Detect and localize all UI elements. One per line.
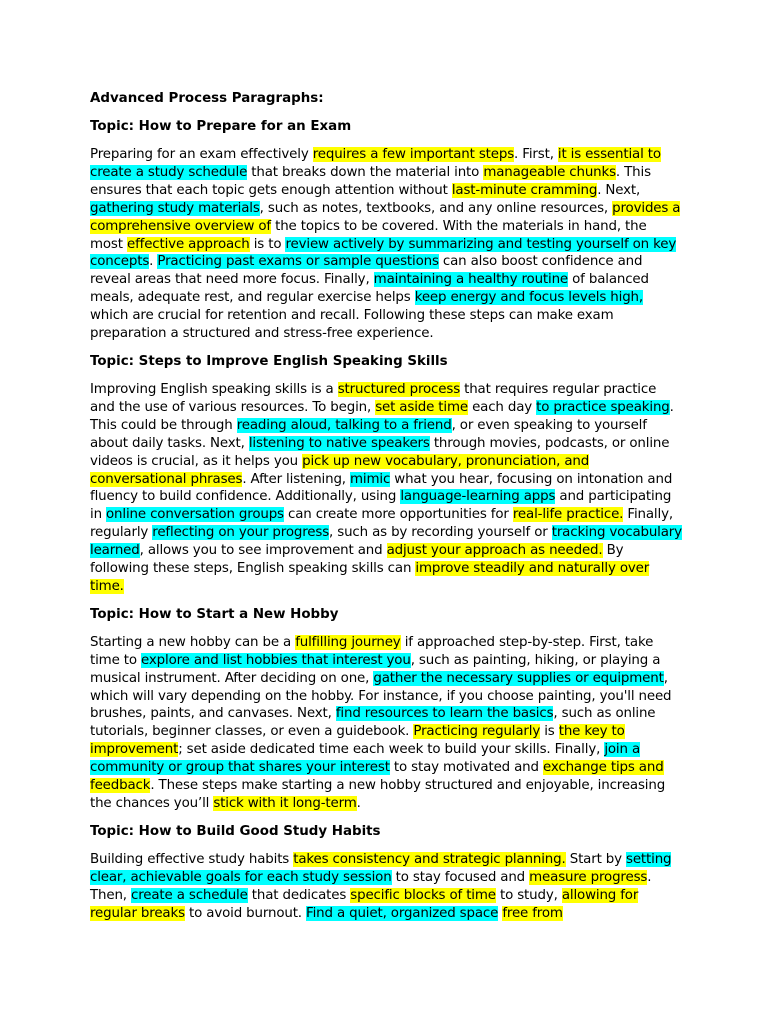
text-run: . First,	[514, 147, 558, 162]
text-run: Finally, regularly	[90, 507, 673, 541]
text-run: to avoid burnout.	[184, 905, 307, 921]
yellow-highlight: the key to improvement	[90, 724, 625, 758]
text-run: if approached step-by-step. First, take time to	[90, 634, 654, 668]
text-run: , or even speaking to yourself about daily tasks. Next,	[90, 417, 647, 451]
text-run: is to	[249, 236, 286, 252]
cyan-highlight: find resources to learn the basics	[335, 706, 554, 722]
section-paragraph	[90, 146, 682, 343]
text-run: that requires regular practice and the use of various resources. To begin,	[90, 381, 657, 415]
section-heading: Topic: How to Start a New Hobby	[90, 606, 339, 622]
text-run: . This ensures that each topic gets enough attention without	[90, 164, 651, 198]
cyan-highlight: reflecting on your progress	[152, 525, 330, 541]
cyan-highlight: learned	[90, 543, 140, 559]
cyan-highlight: to practice speaking	[536, 399, 670, 415]
text-run: that breaks down the material into	[247, 164, 484, 180]
cyan-highlight: maintaining a healthy routine	[373, 272, 569, 288]
cyan-highlight: explore and list hobbies that interest you	[141, 652, 411, 668]
text-run: the topics to be covered. With the materials in hand, the most	[90, 218, 647, 252]
cyan-highlight: keep energy and focus levels high,	[414, 290, 643, 306]
yellow-highlight: it is essential to	[557, 147, 661, 162]
yellow-highlight: set aside time	[375, 399, 468, 415]
yellow-highlight: adjust your approach as needed.	[386, 543, 603, 559]
section-heading: Topic: Steps to Improve English Speaking Skills	[90, 353, 448, 369]
cyan-highlight: Find a quiet, organized space	[306, 905, 499, 921]
text-run: through movies, podcasts, or online videos is crucial, as it helps you	[90, 435, 670, 469]
text-run: ; set aside dedicated time each week to build your skills. Finally,	[178, 742, 605, 758]
text-run: that dedicates	[247, 887, 351, 903]
text-run: . This could be through	[90, 399, 674, 433]
text-run: can also boost confidence and reveal areas that need more focus. Finally,	[90, 254, 643, 288]
yellow-highlight: improve steadily and naturally over time.	[90, 561, 650, 594]
section-english-speaking	[90, 353, 682, 596]
text-run: .	[149, 254, 158, 270]
yellow-highlight: free from	[502, 905, 563, 921]
text-run: can create more opportunities for	[283, 507, 513, 523]
cyan-highlight: gathering study materials	[90, 200, 260, 216]
yellow-highlight: requires a few important steps	[312, 147, 515, 162]
cyan-highlight: language-learning apps	[400, 489, 556, 505]
document-page	[90, 90, 682, 933]
yellow-highlight: last-minute cramming	[451, 182, 598, 198]
yellow-highlight: exchange tips and feedback	[90, 760, 664, 794]
section-exam	[90, 118, 682, 343]
section-paragraph	[90, 851, 682, 923]
yellow-highlight: measure progress	[529, 869, 648, 885]
text-run: Building effective study habits	[90, 851, 294, 867]
yellow-highlight: pick up new vocabulary, pronunciation, and conversational phrases	[90, 453, 590, 487]
cyan-highlight: create a study schedule	[90, 164, 248, 180]
text-run: . Next,	[597, 182, 641, 198]
text-run: . After listening,	[242, 471, 351, 487]
text-run: is	[540, 724, 559, 740]
text-run: Preparing for an exam effectively	[90, 147, 313, 162]
cyan-highlight: gather the necessary supplies or equipment	[373, 670, 664, 686]
yellow-highlight: stick with it long-term	[213, 796, 357, 811]
text-run: what you hear, focusing on intonation and fluency to build confidence. Additionally, using	[90, 471, 673, 505]
text-run: , such as notes, textbooks, and any online resources,	[259, 200, 613, 216]
text-run: of balanced meals, adequate rest, and regular exercise helps	[90, 272, 649, 306]
cyan-highlight: online conversation groups	[106, 507, 284, 523]
text-run: which are crucial for retention and recall. Following these steps can make exam preparation a structured and stress-free experience.	[90, 308, 614, 342]
text-run: , such as by recording yourself or	[329, 525, 552, 541]
cyan-highlight: setting clear, achievable goals for each study session	[90, 851, 672, 885]
section-paragraph	[90, 381, 682, 596]
section-new-hobby	[90, 606, 682, 813]
text-run: and participating in	[90, 489, 672, 523]
text-run: . Then,	[90, 869, 652, 903]
text-run: to study,	[495, 887, 562, 903]
yellow-highlight: real-life practice.	[512, 507, 624, 523]
cyan-highlight: join a community or group that shares your interest	[90, 742, 640, 776]
text-run: , such as online tutorials, beginner classes, or even a guidebook.	[90, 706, 656, 740]
yellow-highlight: structured process	[337, 381, 461, 397]
text-run: . These steps make starting a new hobby structured and enjoyable, increasing the chances you’ll	[90, 778, 666, 811]
yellow-highlight: Practicing regularly	[413, 724, 541, 740]
cyan-highlight: mimic	[350, 471, 391, 487]
text-run: , such as painting, hiking, or playing a musical instrument. After deciding on one,	[90, 652, 661, 686]
text-run: , which will vary depending on the hobby. For instance, if you choose painting, you'll need brushes, paints, and canvases. Next,	[90, 670, 672, 722]
section-paragraph	[90, 634, 682, 813]
cyan-highlight: create a schedule	[131, 887, 248, 903]
text-run: Improving English speaking skills is a	[90, 381, 338, 397]
cyan-highlight: tracking vocabulary	[551, 525, 682, 541]
yellow-highlight: manageable chunks	[483, 164, 616, 180]
yellow-highlight: specific blocks of time	[350, 887, 496, 903]
yellow-highlight: provides a comprehensive overview of	[90, 200, 681, 234]
text-run: , allows you to see improvement and	[139, 543, 387, 559]
text-run: to stay motivated and	[389, 760, 543, 776]
text-run: Starting a new hobby can be a	[90, 634, 296, 650]
text-run: to stay focused and	[391, 869, 530, 885]
yellow-highlight: allowing for regular breaks	[90, 887, 639, 921]
cyan-highlight: Practicing past exams or sample questions	[157, 254, 439, 270]
text-run: By following these steps, English speaking skills can	[90, 543, 624, 577]
text-run: Start by	[565, 851, 627, 867]
yellow-highlight: fulfilling journey	[295, 634, 401, 650]
yellow-highlight: effective approach	[126, 236, 250, 252]
cyan-highlight: reading aloud, talking to a friend	[236, 417, 452, 433]
yellow-highlight: takes consistency and strategic planning.	[293, 851, 566, 867]
text-run: .	[356, 796, 361, 811]
section-study-habits	[90, 823, 682, 923]
cyan-highlight: review actively by summarizing and testing yourself on key concepts	[90, 236, 677, 270]
document-title: Advanced Process Paragraphs:	[90, 91, 324, 106]
cyan-highlight: listening to native speakers	[248, 435, 430, 451]
text-run: each day	[467, 399, 537, 415]
section-heading: Topic: How to Build Good Study Habits	[90, 823, 381, 839]
section-heading: Topic: How to Prepare for an Exam	[90, 119, 352, 134]
